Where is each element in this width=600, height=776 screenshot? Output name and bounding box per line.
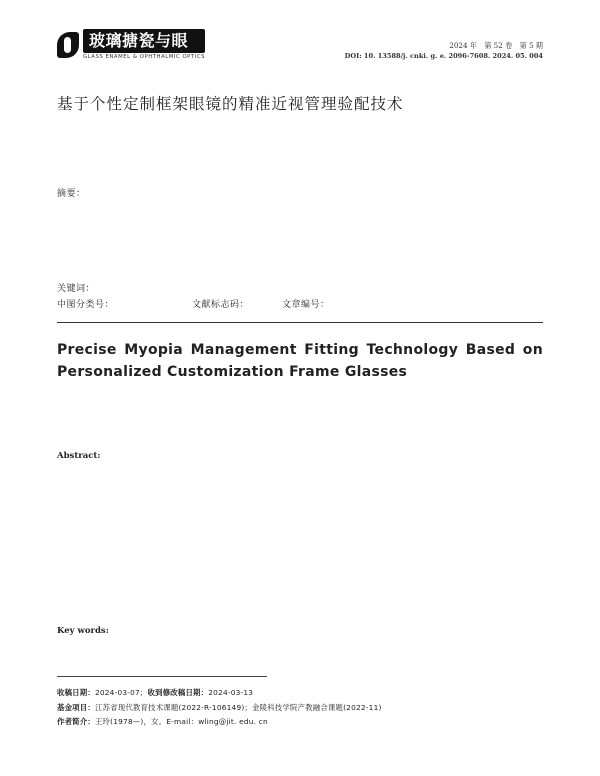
abstract-label-cn: 摘要：	[57, 189, 86, 199]
article-title-cn: 基于个性定制框架眼镜的精准近视管理验配技术	[57, 95, 404, 113]
author-label: 作者简介：	[57, 717, 95, 726]
received-dates	[57, 687, 253, 698]
section-divider	[57, 322, 543, 323]
doi: DOI: 10. 13588/j. cnki. g. e. 2096-7608. 2024. 05. 004	[344, 52, 543, 60]
author-info	[57, 716, 268, 727]
document-code-label: 文献标志码：	[192, 300, 250, 310]
keywords-label-en: Key words:	[57, 626, 109, 636]
revised-date: 2024-03-13	[208, 688, 254, 697]
article-number-label: 文章编号：	[282, 300, 330, 310]
eye-logo-icon	[57, 32, 79, 58]
revised-label: 收到修改稿日期：	[147, 688, 209, 697]
author-text: 王玲(1978—)，女。E-mail：wling@jit. edu. cn	[94, 717, 268, 726]
journal-logo	[57, 28, 205, 74]
clc-number-label: 中图分类号：	[57, 300, 115, 310]
journal-name-en: GLASS ENAMEL & OPHTHALMIC OPTICS	[83, 54, 205, 60]
keywords-label-cn: 关键词：	[57, 284, 96, 294]
abstract-label-en: Abstract:	[57, 451, 101, 461]
received-label: 收稿日期：	[57, 688, 95, 697]
fund-label: 基金项目：	[57, 703, 95, 712]
article-title-en: Precise Myopia Management Fitting Technology Based on Personalized Customization Frame Glasses	[57, 342, 543, 380]
received-date: 2024-03-07；	[94, 688, 148, 697]
fund-info	[57, 702, 382, 713]
journal-name-cn: 玻璃搪瓷与眼镜	[83, 29, 205, 53]
issue-info: 2024 年 第 52 卷 第 5 期	[449, 41, 543, 50]
fund-text: 江苏省现代教育技术课题(2022-R-106149)；金陵科技学院产教融合课题(2022-11)	[94, 703, 382, 712]
footnote-divider	[57, 676, 267, 677]
